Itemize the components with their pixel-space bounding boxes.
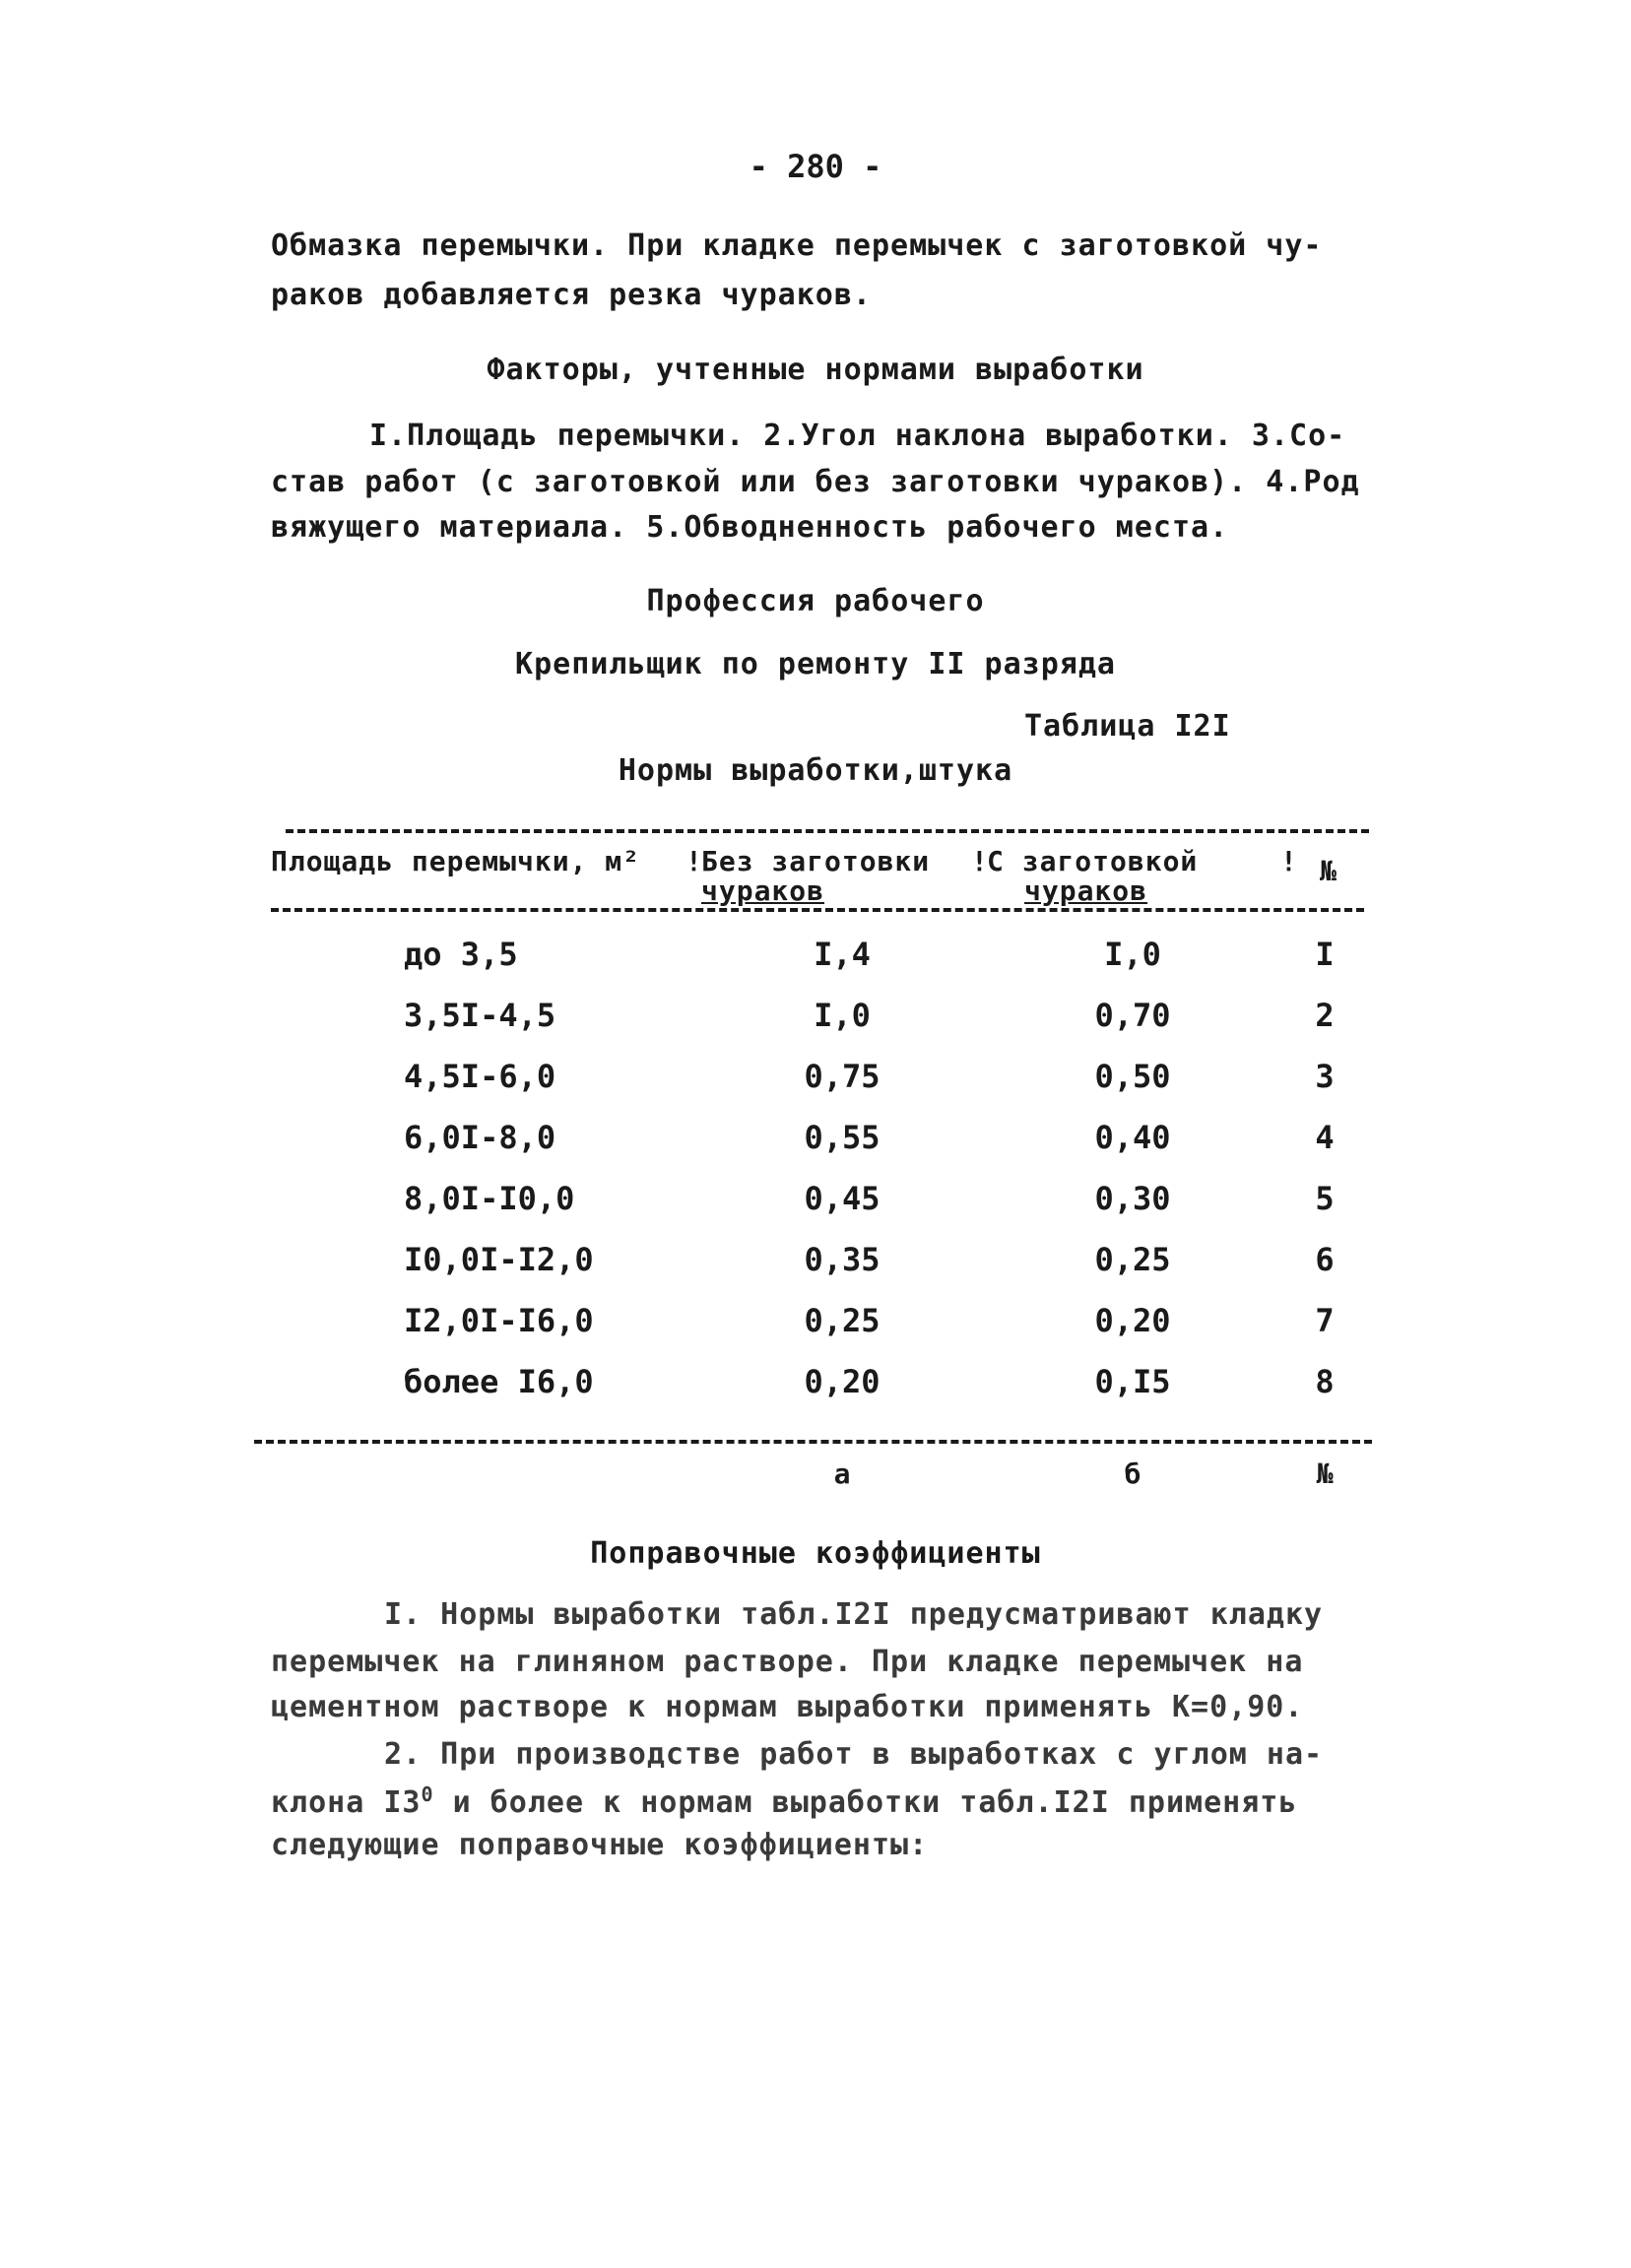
row-value-b: I,0 xyxy=(1104,936,1161,973)
table-label: Таблица I2I xyxy=(1024,709,1231,744)
page-number: - 280 - xyxy=(749,148,882,185)
header-with-line-2: чураков xyxy=(1024,875,1148,907)
table-bottom-rule xyxy=(254,1440,1372,1444)
row-area: 8,0I-I0,0 xyxy=(404,1180,575,1217)
row-value-b: 0,70 xyxy=(1094,997,1171,1034)
footer-col-a: а xyxy=(833,1458,851,1490)
table-header-rule xyxy=(271,908,1364,912)
factors-line-3: вяжущего материала. 5.Обводненность рабочего места. xyxy=(271,510,1229,545)
row-value-a: 0,35 xyxy=(804,1241,881,1278)
row-number: 7 xyxy=(1315,1302,1335,1339)
row-value-a: I,4 xyxy=(814,936,871,973)
row-value-b: 0,I5 xyxy=(1094,1363,1171,1400)
row-area: 4,5I-6,0 xyxy=(404,1058,556,1095)
header-separator-2: ! xyxy=(971,845,989,877)
profession-worker: Крепильщик по ремонту II разряда xyxy=(515,647,1116,681)
header-area: Площадь перемычки, м² xyxy=(271,845,641,877)
row-number: 4 xyxy=(1315,1119,1335,1156)
header-with-line-1: С заготовкой xyxy=(987,845,1199,877)
row-number: 3 xyxy=(1315,1058,1335,1095)
row-value-a: 0,25 xyxy=(804,1302,881,1339)
row-value-b: 0,25 xyxy=(1094,1241,1171,1278)
row-number: 6 xyxy=(1315,1241,1335,1278)
corrections-p2-line-2-start: клона I3 xyxy=(271,1785,422,1820)
row-area: I2,0I-I6,0 xyxy=(404,1302,594,1339)
row-number: 2 xyxy=(1315,997,1335,1034)
row-value-a: 0,45 xyxy=(804,1180,881,1217)
factors-heading: Факторы, учтенные нормами выработки xyxy=(487,353,1144,387)
header-without-line-2: чураков xyxy=(701,875,825,907)
row-value-b: 0,50 xyxy=(1094,1058,1171,1095)
degree-superscript: 0 xyxy=(421,1782,434,1806)
intro-line-2: раков добавляется резка чураков. xyxy=(271,278,872,312)
corrections-p1-line-3: цементном растворе к нормам выработки применять К=0,90. xyxy=(271,1690,1304,1724)
factors-line-1: I.Площадь перемычки. 2.Угол наклона выработки. 3.Со- xyxy=(369,419,1346,453)
row-value-a: 0,75 xyxy=(804,1058,881,1095)
row-area: 6,0I-8,0 xyxy=(404,1119,556,1156)
corrections-p1-line-2: перемычек на глиняном растворе. При кладке перемычек на xyxy=(271,1645,1304,1679)
row-area: I0,0I-I2,0 xyxy=(404,1241,594,1278)
table-top-rule xyxy=(286,829,1369,833)
row-number: 5 xyxy=(1315,1180,1335,1217)
row-area: более I6,0 xyxy=(404,1363,594,1400)
header-separator-1: ! xyxy=(685,845,703,877)
corrections-p2-line-2-end: и более к нормам выработки табл.I2I применять xyxy=(433,1785,1298,1820)
row-value-b: 0,20 xyxy=(1094,1302,1171,1339)
profession-heading: Профессия рабочего xyxy=(646,584,985,618)
factors-line-2: став работ (с заготовкой или без заготовки чураков). 4.Род xyxy=(271,465,1360,499)
header-without-line-1: Без заготовки xyxy=(701,845,931,877)
row-value-a: I,0 xyxy=(814,997,871,1034)
header-number: № xyxy=(1320,855,1337,887)
row-area: 3,5I-4,5 xyxy=(404,997,556,1034)
table-title: Нормы выработки,штука xyxy=(618,753,1013,788)
corrections-p2-line-3: следующие поправочные коэффициенты: xyxy=(271,1828,929,1862)
intro-line-1: Обмазка перемычки. При кладке перемычек с заготовкой чу- xyxy=(271,228,1323,263)
corrections-heading: Поправочные коэффициенты xyxy=(590,1536,1041,1571)
footer-col-b: б xyxy=(1124,1458,1142,1490)
corrections-p2-line-1: 2. При производстве работ в выработках с углом на- xyxy=(384,1737,1324,1772)
row-area: до 3,5 xyxy=(404,936,518,973)
header-separator-3: ! xyxy=(1280,845,1298,877)
row-value-b: 0,30 xyxy=(1094,1180,1171,1217)
row-value-a: 0,55 xyxy=(804,1119,881,1156)
row-value-a: 0,20 xyxy=(804,1363,881,1400)
footer-col-number: № xyxy=(1316,1458,1334,1490)
row-number: I xyxy=(1315,936,1335,973)
row-value-b: 0,40 xyxy=(1094,1119,1171,1156)
corrections-p2-line-2 xyxy=(271,1782,1297,1820)
row-number: 8 xyxy=(1315,1363,1335,1400)
corrections-p1-line-1: I. Нормы выработки табл.I2I предусматривают кладку xyxy=(384,1597,1324,1632)
